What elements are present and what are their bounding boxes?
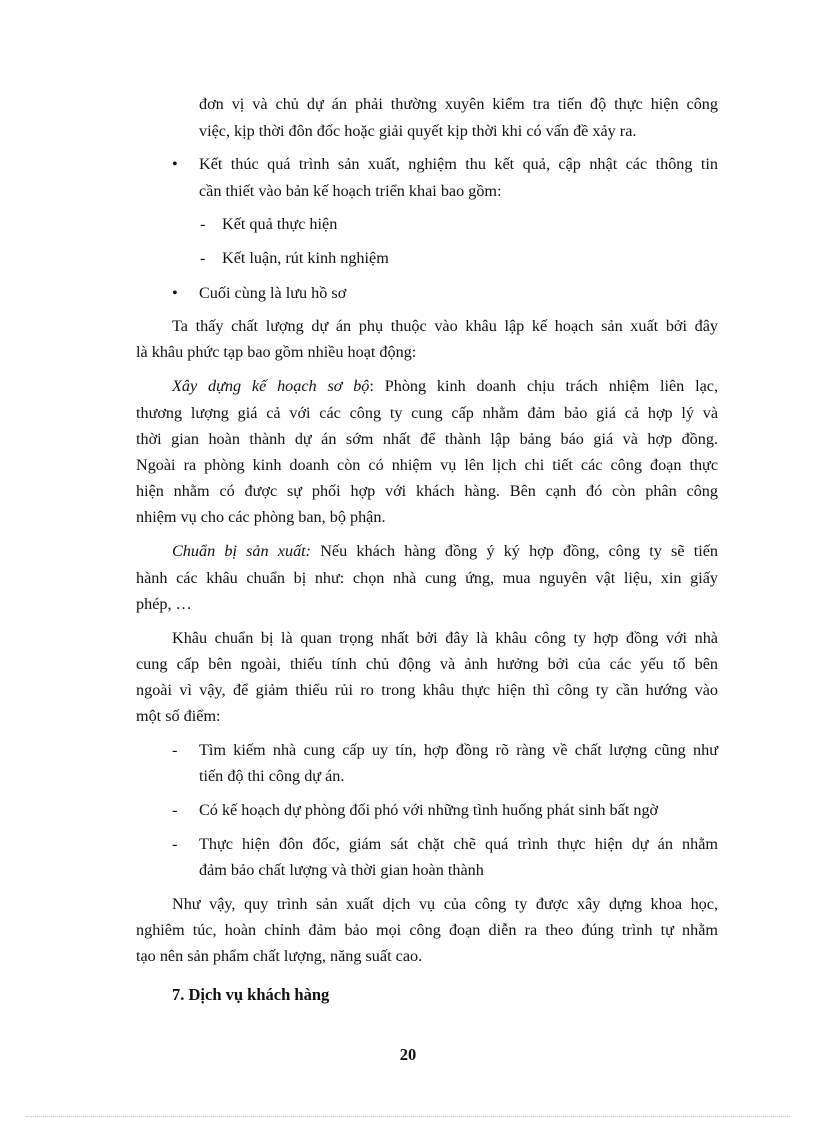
text-line: nghiêm túc, hoàn chỉnh đảm bảo mọi công đoạn diễn ra theo đúng trình tự nhằm	[136, 921, 718, 939]
dash-marker: -	[172, 741, 178, 759]
text-line: là khâu phức tạp bao gồm nhiều hoạt động:	[136, 343, 417, 361]
text-line: Ta thấy chất lượng dự án phụ thuộc vào khâu lập kế hoạch sản xuất bởi đây	[172, 317, 718, 335]
dash-marker: -	[200, 215, 206, 233]
text-span: : Phòng kinh doanh chịu trách nhiệm liên lạc,	[369, 377, 718, 395]
bullet-marker: •	[172, 155, 178, 173]
text-line: cần thiết vào bản kế hoạch triển khai bao gồm:	[199, 182, 502, 200]
text-line: Như vậy, quy trình sản xuất dịch vụ của công ty được xây dựng khoa học,	[172, 895, 718, 913]
bullet-marker: •	[172, 284, 178, 302]
text-line: Thực hiện đôn đốc, giám sát chặt chẽ quá trình thực hiện dự án nhằm	[199, 835, 718, 853]
text-line: đơn vị và chủ dự án phải thường xuyên kiểm tra tiến độ thực hiện công	[199, 95, 718, 113]
list-item: Cuối cùng là lưu hồ sơ	[199, 284, 347, 302]
list-item: Có kế hoạch dự phòng đối phó với những tình huống phát sinh bất ngờ	[199, 801, 659, 819]
text-span: Nếu khách hàng đồng ý ký hợp đồng, công ty sẽ tiến	[311, 542, 718, 560]
text-line: hiện nhằm có được sự phối hợp với khách hàng. Bên cạnh đó còn phân công	[136, 482, 718, 500]
text-line: Ngoài ra phòng kinh doanh còn có nhiệm vụ lên lịch chi tiết các công đoạn thực	[136, 456, 718, 474]
text-line: thương lượng giá cả với các công ty cung cấp nhằm đảm bảo giá cả hợp lý và	[136, 404, 718, 422]
text-line: cung cấp bên ngoài, thiếu tính chủ động và ảnh hưởng bởi của các yếu tố bên	[136, 655, 718, 673]
page-bottom-divider	[26, 1116, 790, 1117]
list-item: Kết quả thực hiện	[222, 215, 338, 233]
text-line: thời gian hoàn thành dự án sớm nhất để thành lập bảng báo giá và hợp đồng.	[136, 430, 718, 448]
text-line	[172, 541, 718, 561]
dash-marker: -	[172, 835, 178, 853]
text-line: Kết thúc quá trình sản xuất, nghiệm thu kết quả, cập nhật các thông tin	[199, 155, 718, 173]
text-line: đảm bảo chất lượng và thời gian hoàn thành	[199, 861, 484, 879]
list-item: Kết luận, rút kinh nghiệm	[222, 249, 389, 267]
dash-marker: -	[172, 801, 178, 819]
text-line: việc, kịp thời đôn đốc hoặc giải quyết kịp thời khi có vấn đề xảy ra.	[199, 122, 637, 140]
dash-marker: -	[200, 249, 206, 267]
text-line: Tìm kiếm nhà cung cấp uy tín, hợp đồng rõ ràng về chất lượng cũng như	[199, 741, 718, 759]
text-line: phép, …	[136, 595, 192, 613]
term-label: Xây dựng kế hoạch sơ bộ	[172, 377, 370, 395]
text-line: ngoài vì vậy, để giảm thiểu rủi ro trong khâu thực hiện thì công ty cần hướng vào	[136, 681, 718, 699]
term-label: Chuẩn bị sản xuất:	[172, 542, 312, 560]
text-line: Khâu chuẩn bị là quan trọng nhất bởi đây là khâu công ty hợp đồng với nhà	[172, 629, 718, 647]
text-line: tiến độ thi công dự án.	[199, 767, 345, 785]
section-heading: 7. Dịch vụ khách hàng	[172, 985, 330, 1004]
text-line: một số điểm:	[136, 707, 221, 725]
page-number: 20	[399, 1045, 417, 1064]
text-line: hành các khâu chuẩn bị như: chọn nhà cung ứng, mua nguyên vật liệu, xin giấy	[136, 569, 718, 587]
text-line	[172, 376, 718, 396]
text-line: nhiệm vụ cho các phòng ban, bộ phận.	[136, 508, 386, 526]
text-line: tạo nên sản phẩm chất lượng, năng suất cao.	[136, 947, 423, 965]
